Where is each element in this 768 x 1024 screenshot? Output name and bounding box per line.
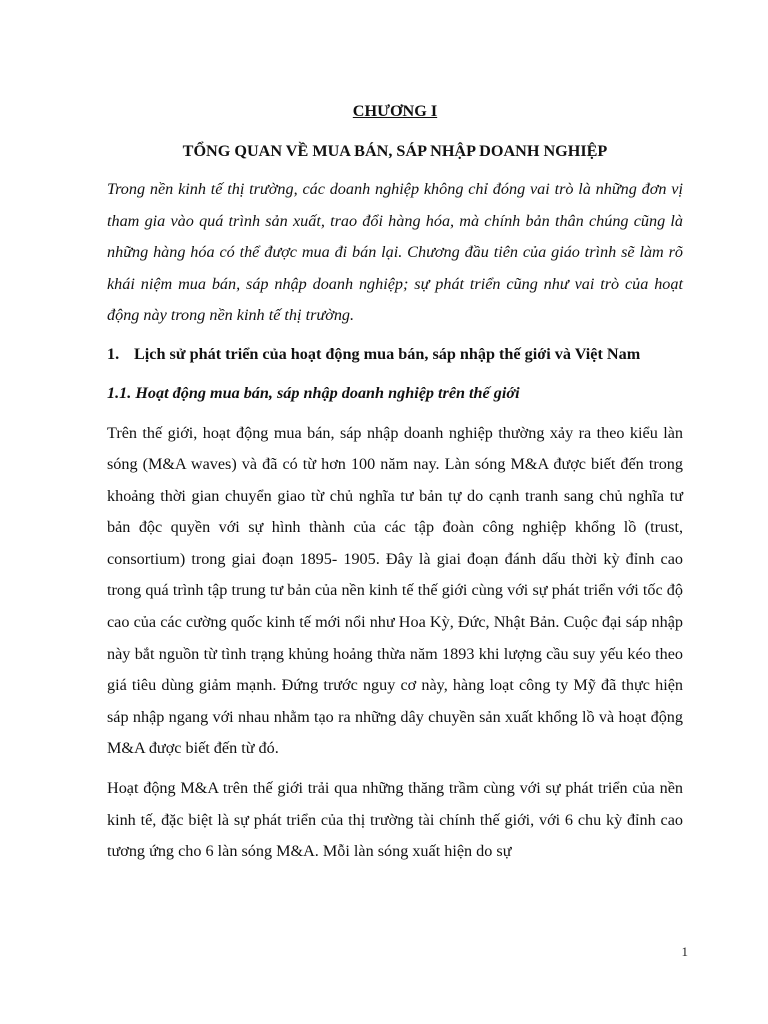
subsection-heading-1-1: 1.1. Hoạt động mua bán, sáp nhập doanh nghiệp trên thế giới — [107, 383, 520, 402]
section-title: Lịch sử phát triển của hoạt động mua bán, sáp nhập thế giới và Việt Nam — [134, 344, 641, 363]
page-content — [107, 96, 683, 876]
chapter-title: TỔNG QUAN VỀ MUA BÁN, SÁP NHẬP DOANH NGHIỆP — [182, 142, 608, 160]
chapter-label: CHƯƠNG I — [352, 102, 438, 120]
section-heading-1 — [107, 338, 683, 370]
section-number: 1. — [107, 344, 120, 363]
body-paragraph-1: Trên thế giới, hoạt động mua bán, sáp nhập doanh nghiệp thường xảy ra theo kiểu làn sóng (M&A waves) và đã có từ hơn 100 năm nay. Làn sóng M&A được biết đến trong khoảng thời gian chuyển giao từ chủ nghĩa tư bản tự do cạnh tranh sang chủ nghĩa tư bản độc quyền với sự hình thành của các tập đoàn công nghiệp khổng lồ (trust, consortium) trong giai đoạn 1895- 1905. Đây là giai đoạn đánh dấu thời kỳ đỉnh cao trong quá trình tập trung tư bản của nền kinh tế thế giới cùng với sự phát triển với tốc độ cao của các cường quốc kinh tế mới nổi như Hoa Kỳ, Đức, Nhật Bản. Cuộc đại sáp nhập này bắt nguồn từ tình trạng khủng hoảng thừa năm 1893 khi lượng cầu suy yếu kéo theo giá tiêu dùng giảm mạnh. Đứng trước nguy cơ này, hàng loạt công ty Mỹ đã thực hiện sáp nhập ngang với nhau nhằm tạo ra những dây chuyền sản xuất khổng lồ và hoạt động M&A được biết đến từ đó. — [107, 423, 683, 758]
page-number: 1 — [681, 944, 688, 959]
body-paragraph-2: Hoạt động M&A trên thế giới trải qua những thăng trầm cùng với sự phát triển của nền kinh tế, đặc biệt là sự phát triển của thị trường tài chính thế giới, với 6 chu kỳ đỉnh cao tương ứng cho 6 làn sóng M&A. Mỗi làn sóng xuất hiện do sự — [107, 779, 683, 861]
chapter-intro: Trong nền kinh tế thị trường, các doanh nghiệp không chỉ đóng vai trò là những đơn vị tham gia vào quá trình sản xuất, trao đổi hàng hóa, mà chính bản thân chúng cũng là những hàng hóa có thể được mua đi bán lại. Chương đầu tiên của giáo trình sẽ làm rõ khái niệm mua bán, sáp nhập doanh nghiệp; sự phát triển cũng như vai trò của hoạt động này trong nền kinh tế thị trường. — [107, 180, 683, 324]
